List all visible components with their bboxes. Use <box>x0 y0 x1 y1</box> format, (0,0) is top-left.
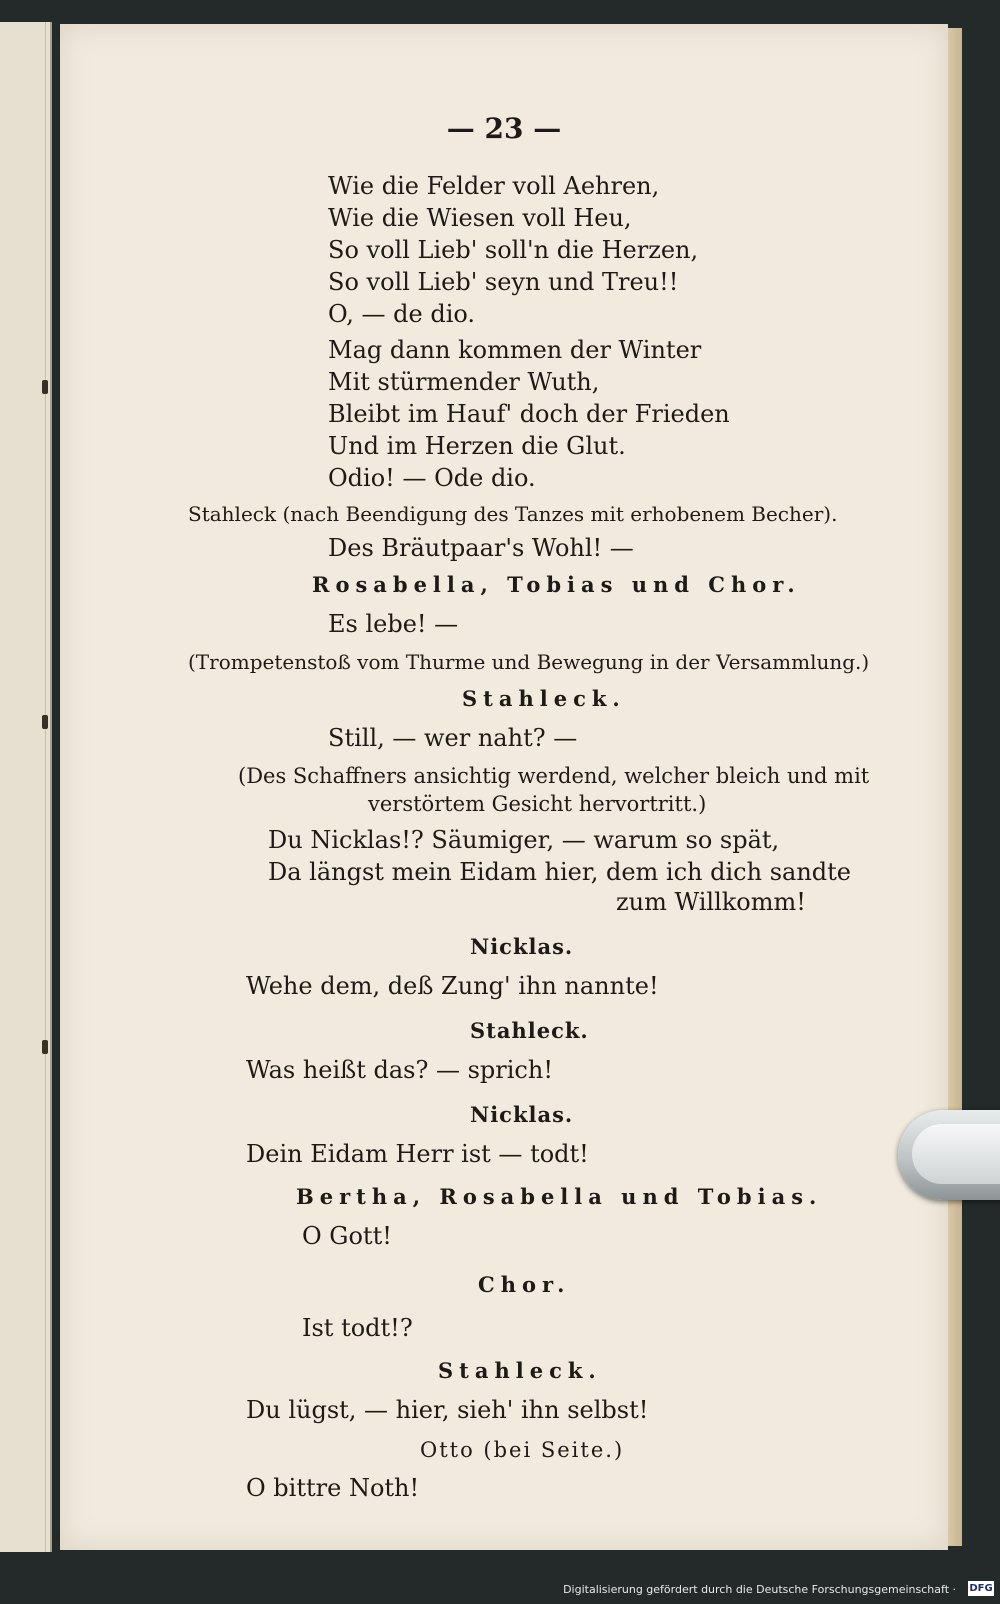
speaker-heading: Nicklas. <box>470 934 574 959</box>
stage-direction: (Des Schaffners ansichtig werdend, welcher bleich und mit <box>238 764 870 788</box>
verse-line: Es lebe! — <box>328 610 459 638</box>
verse-line: Du lügst, — hier, sieh' ihn selbst! <box>246 1396 649 1424</box>
verse-line: O, — de dio. <box>328 300 476 328</box>
binding-mark <box>42 380 48 394</box>
verse-line: So voll Lieb' seyn und Treu!! <box>328 268 679 296</box>
speaker-heading: Nicklas. <box>470 1102 574 1127</box>
verse-line: O Gott! <box>302 1222 392 1250</box>
speaker-heading: Stahleck. <box>438 1358 602 1383</box>
speaker-heading: Otto (bei Seite.) <box>420 1438 625 1462</box>
verse-line: Du Nicklas!? Säumiger, — warum so spät, <box>268 826 780 854</box>
binding-mark <box>42 715 48 729</box>
speaker-heading: Chor. <box>478 1272 571 1297</box>
speaker-heading: Bertha, Rosabella und Tobias. <box>296 1184 823 1209</box>
binding-mark <box>42 1040 48 1054</box>
verse-line: Wehe dem, deß Zung' ihn nannte! <box>246 972 659 1000</box>
verse-line: Wie die Wiesen voll Heu, <box>328 204 632 232</box>
verse-line: Ist todt!? <box>302 1314 413 1342</box>
speaker-heading: Rosabella, Tobias und Chor. <box>312 572 801 597</box>
verse-line: Was heißt das? — sprich! <box>246 1056 553 1084</box>
verse-line: Des Bräutpaar's Wohl! — <box>328 534 634 562</box>
verse-line: Und im Herzen die Glut. <box>328 432 626 460</box>
dfg-logo: DFG <box>969 1583 993 1594</box>
footer-credit: Digitalisierung gefördert durch die Deutsche Forschungsgemeinschaft · <box>563 1583 956 1596</box>
stage-direction: Stahleck (nach Beendigung des Tanzes mit erhobenem Becher). <box>188 502 838 526</box>
page-edge-shading <box>948 28 962 1546</box>
verse-line: Da längst mein Eidam hier, dem ich dich sandte <box>268 858 851 886</box>
paper-clip <box>898 1110 1000 1200</box>
verse-line: Mit stürmender Wuth, <box>328 368 600 396</box>
stage-direction: verstörtem Gesicht hervortritt.) <box>368 792 707 816</box>
verse-line: Dein Eidam Herr ist — todt! <box>246 1140 589 1168</box>
page-number: — 23 — <box>446 112 562 145</box>
verse-line: So voll Lieb' soll'n die Herzen, <box>328 236 699 264</box>
verse-line: Mag dann kommen der Winter <box>328 336 702 364</box>
verse-line: Odio! — Ode dio. <box>328 464 536 492</box>
stage-direction: (Trompetenstoß vom Thurme und Bewegung in der Versammlung.) <box>188 650 870 674</box>
book-page <box>60 24 948 1550</box>
verse-line: Bleibt im Hauf' doch der Frieden <box>328 400 730 428</box>
verse-line: Still, — wer naht? — <box>328 724 578 752</box>
left-page-edge <box>0 22 52 1552</box>
speaker-heading: Stahleck. <box>470 1018 589 1043</box>
verse-line: Wie die Felder voll Aehren, <box>328 172 660 200</box>
speaker-heading: Stahleck. <box>462 686 626 711</box>
verse-line: zum Willkomm! <box>616 888 806 916</box>
verse-line: O bittre Noth! <box>246 1474 420 1502</box>
